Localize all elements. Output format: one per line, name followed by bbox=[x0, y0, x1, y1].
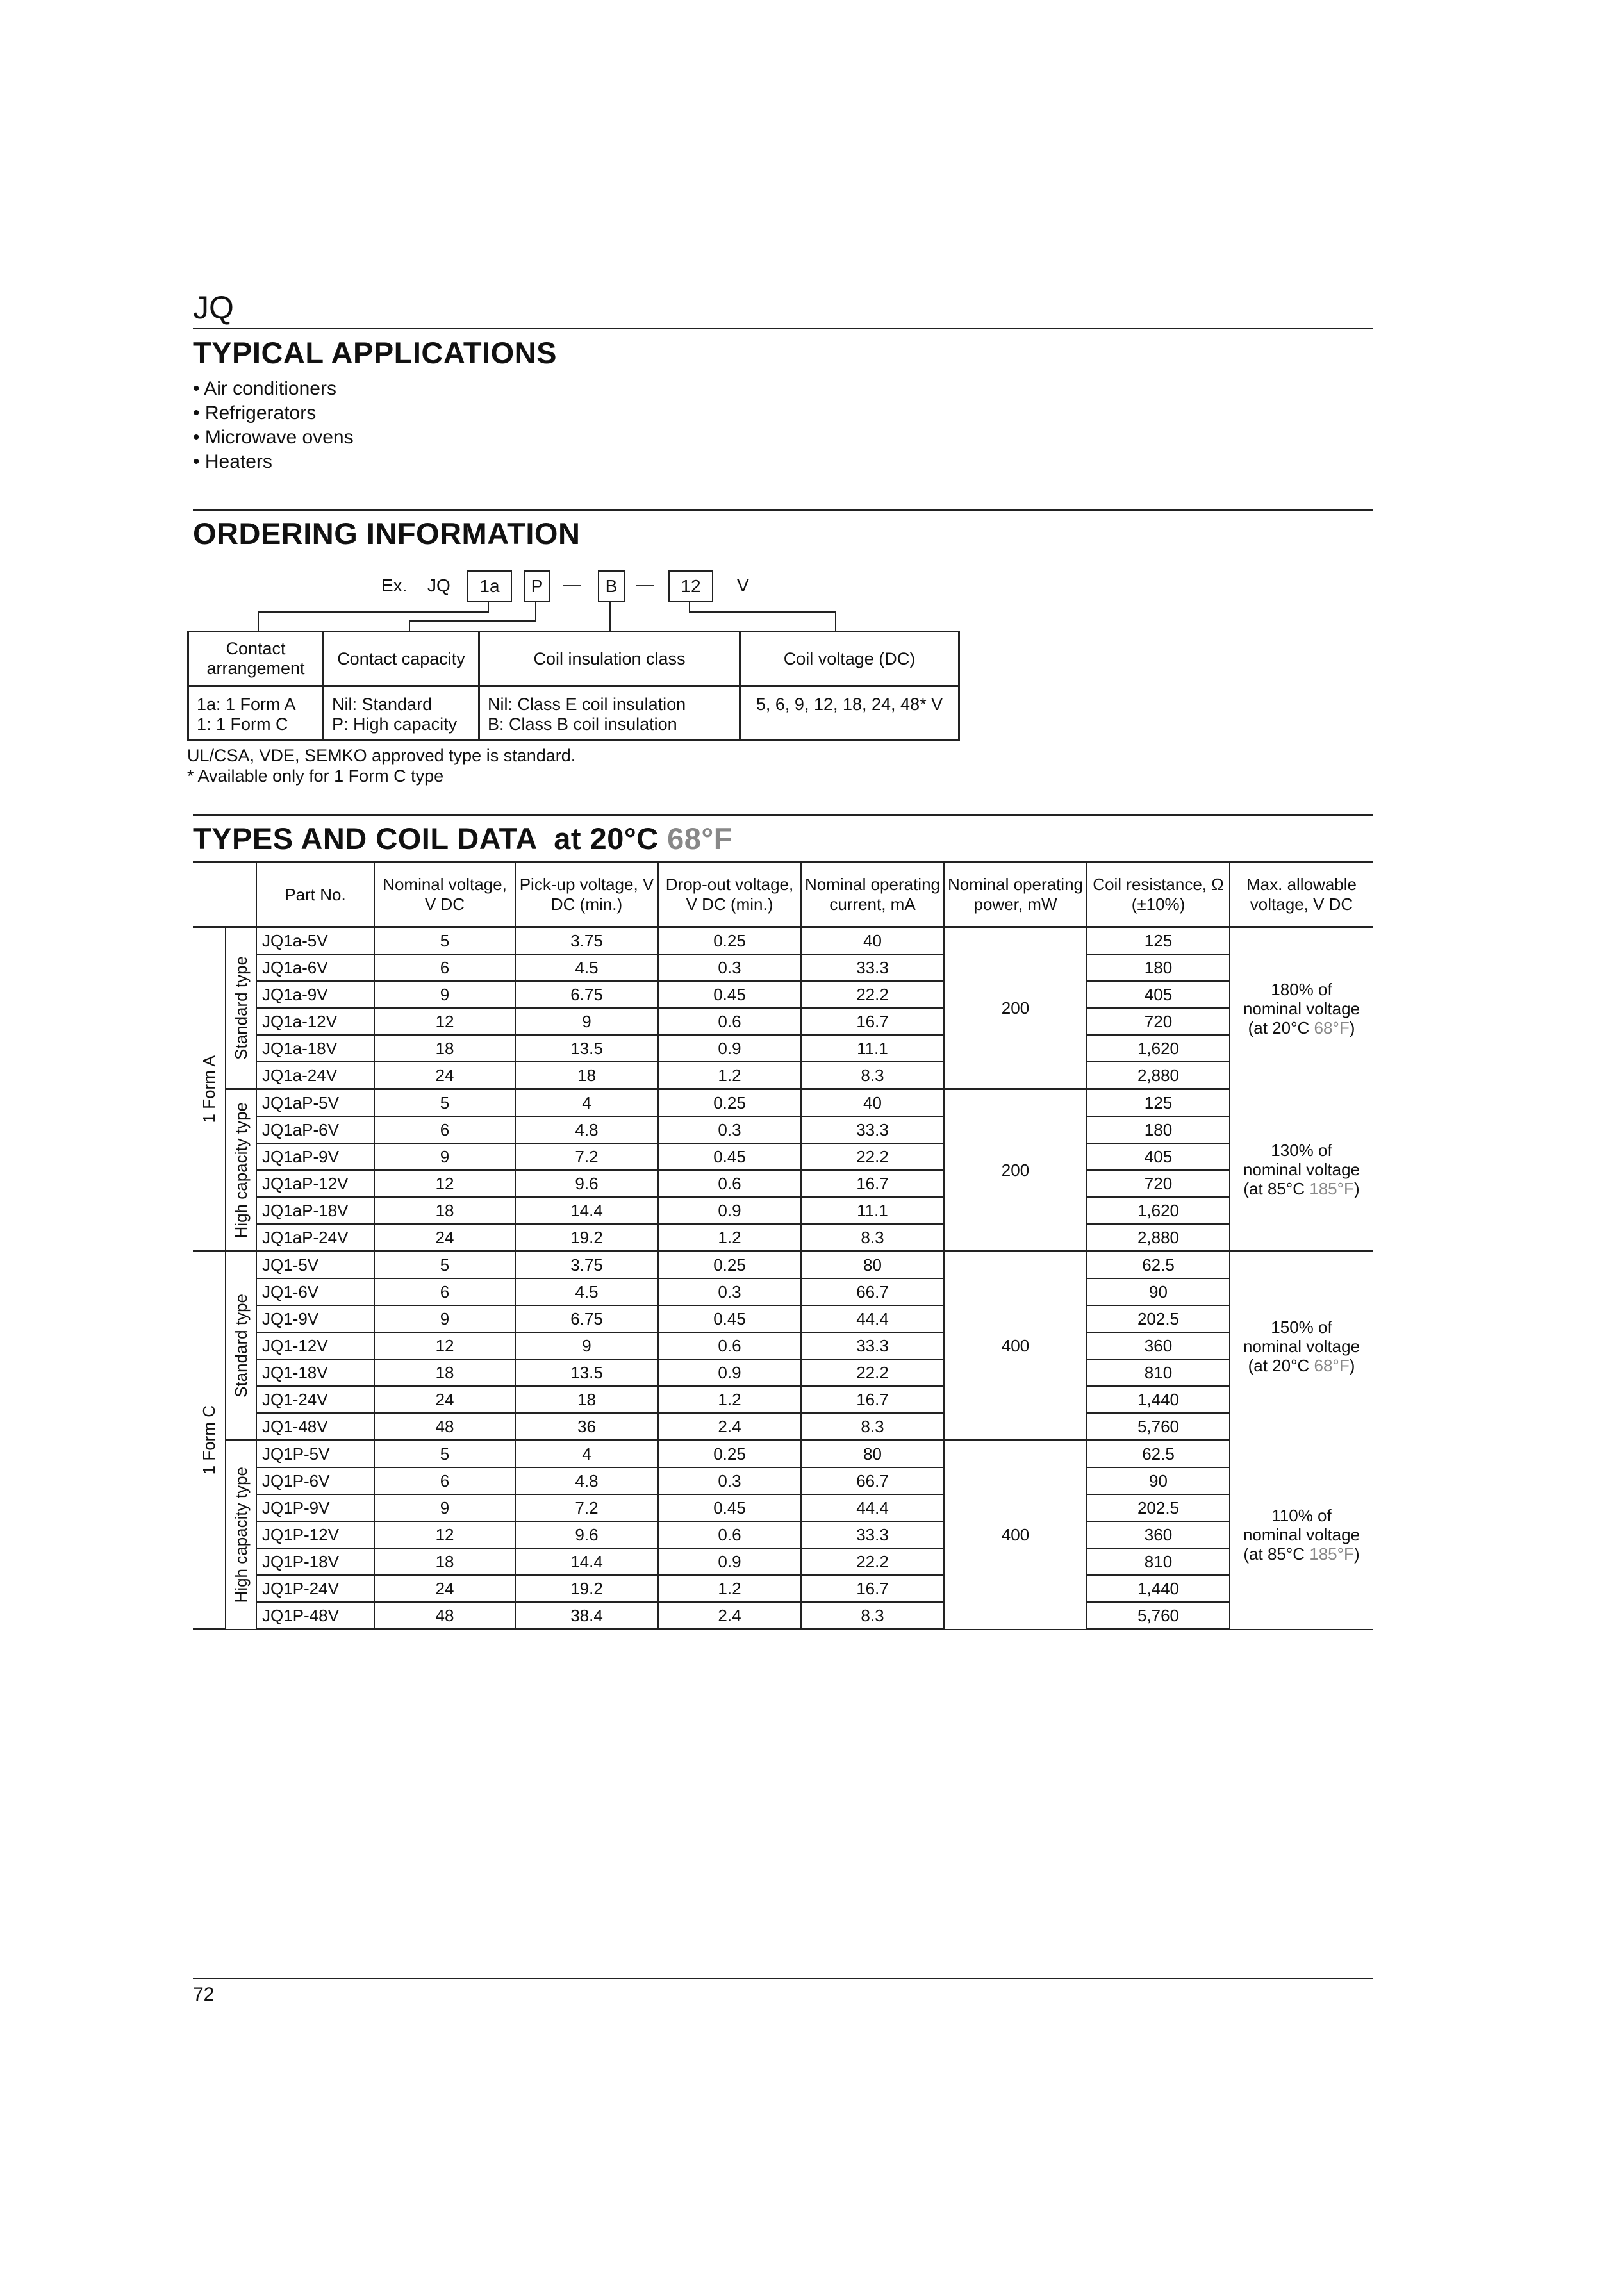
condition-part: (at 20°C bbox=[1248, 1355, 1314, 1375]
max-voltage-condition bbox=[1230, 1018, 1373, 1037]
max-allowable-voltage bbox=[1230, 1089, 1373, 1251]
operating-current: 44.4 bbox=[801, 1305, 944, 1332]
typical-applications-heading: TYPICAL APPLICATIONS bbox=[193, 336, 557, 370]
dropout-voltage: 0.45 bbox=[658, 1494, 801, 1521]
form-label-text: 1 Form A bbox=[199, 1055, 219, 1123]
operating-current: 33.3 bbox=[801, 1521, 944, 1548]
column-header: Pick-up voltage, V DC (min.) bbox=[515, 863, 658, 927]
part-number: JQ1P-12V bbox=[256, 1521, 374, 1548]
nominal-voltage: 5 bbox=[374, 1251, 515, 1279]
nominal-voltage: 12 bbox=[374, 1170, 515, 1197]
operating-current: 22.2 bbox=[801, 1548, 944, 1575]
table-row bbox=[193, 1089, 1373, 1117]
part-number: JQ1a-5V bbox=[256, 927, 374, 955]
pickup-voltage: 9.6 bbox=[515, 1170, 658, 1197]
nominal-voltage: 6 bbox=[374, 1467, 515, 1494]
application-item: • Heaters bbox=[193, 451, 272, 472]
table-row bbox=[193, 1278, 1373, 1305]
table-row bbox=[193, 1467, 1373, 1494]
column-header: Coil resistance, Ω (±10%) bbox=[1087, 863, 1230, 927]
dropout-voltage: 0.25 bbox=[658, 1089, 801, 1117]
example-suffix: V bbox=[737, 575, 749, 595]
pickup-voltage: 9 bbox=[515, 1332, 658, 1359]
connector-line bbox=[409, 620, 410, 631]
ordering-table bbox=[187, 631, 960, 741]
operating-power: 400 bbox=[944, 1251, 1087, 1441]
nominal-voltage: 9 bbox=[374, 981, 515, 1008]
dropout-voltage: 1.2 bbox=[658, 1062, 801, 1089]
coil-resistance: 360 bbox=[1087, 1521, 1230, 1548]
coil-resistance: 62.5 bbox=[1087, 1441, 1230, 1468]
table-row bbox=[193, 1332, 1373, 1359]
coil-resistance: 2,880 bbox=[1087, 1224, 1230, 1251]
type-label bbox=[226, 1251, 256, 1441]
nominal-voltage: 18 bbox=[374, 1359, 515, 1386]
dropout-voltage: 0.3 bbox=[658, 1467, 801, 1494]
nominal-voltage: 18 bbox=[374, 1035, 515, 1062]
connector-line bbox=[835, 611, 836, 631]
table-row bbox=[193, 1386, 1373, 1413]
part-number: JQ1a-18V bbox=[256, 1035, 374, 1062]
divider bbox=[193, 328, 1373, 329]
part-number: JQ1-48V bbox=[256, 1413, 374, 1441]
note: * Available only for 1 Form C type bbox=[187, 766, 444, 786]
nominal-voltage: 12 bbox=[374, 1332, 515, 1359]
operating-power: 200 bbox=[944, 1089, 1087, 1251]
dropout-voltage: 0.3 bbox=[658, 1116, 801, 1143]
application-item: • Refrigerators bbox=[193, 402, 317, 424]
part-number: JQ1a-9V bbox=[256, 981, 374, 1008]
header-blank bbox=[193, 863, 256, 927]
coil-resistance: 1,620 bbox=[1087, 1035, 1230, 1062]
condition-part: ) bbox=[1349, 1018, 1355, 1037]
type-label-text: High capacity type bbox=[231, 1102, 251, 1239]
pickup-voltage: 4.8 bbox=[515, 1467, 658, 1494]
pickup-voltage: 7.2 bbox=[515, 1143, 658, 1170]
page-number: 72 bbox=[193, 1984, 215, 2005]
header-coil-voltage: Coil voltage (DC) bbox=[740, 632, 959, 686]
option: 1: 1 Form C bbox=[197, 714, 288, 734]
pickup-voltage: 4.5 bbox=[515, 954, 658, 981]
part-number: JQ1aP-6V bbox=[256, 1116, 374, 1143]
connector-line bbox=[535, 601, 536, 622]
max-voltage-line: 110% of bbox=[1271, 1505, 1332, 1525]
condition-part: ) bbox=[1353, 1179, 1360, 1199]
condition-part: 185°F bbox=[1309, 1544, 1354, 1564]
max-voltage-line: nominal voltage bbox=[1243, 1336, 1360, 1356]
table-row bbox=[193, 1359, 1373, 1386]
pickup-voltage: 6.75 bbox=[515, 981, 658, 1008]
option: 5, 6, 9, 12, 18, 24, 48* V bbox=[756, 695, 943, 714]
coil-resistance: 360 bbox=[1087, 1332, 1230, 1359]
max-voltage-line: 180% of bbox=[1271, 979, 1332, 999]
part-number: JQ1P-5V bbox=[256, 1441, 374, 1468]
max-voltage-line: 130% of bbox=[1271, 1141, 1332, 1160]
operating-current: 22.2 bbox=[801, 981, 944, 1008]
max-allowable-voltage bbox=[1230, 927, 1373, 1089]
connector-line bbox=[258, 611, 259, 631]
divider bbox=[193, 814, 1373, 816]
coil-resistance: 202.5 bbox=[1087, 1305, 1230, 1332]
operating-current: 80 bbox=[801, 1251, 944, 1279]
pickup-voltage: 6.75 bbox=[515, 1305, 658, 1332]
max-voltage-condition bbox=[1230, 1179, 1373, 1198]
condition-part: (at 85°C bbox=[1243, 1179, 1310, 1199]
coil-resistance: 180 bbox=[1087, 1116, 1230, 1143]
table-row bbox=[193, 1494, 1373, 1521]
option: 1a: 1 Form A bbox=[197, 695, 296, 714]
dropout-voltage: 0.6 bbox=[658, 1170, 801, 1197]
max-voltage-line: 150% of bbox=[1271, 1317, 1332, 1337]
pickup-voltage: 4 bbox=[515, 1089, 658, 1117]
application-item: • Microwave ovens bbox=[193, 427, 354, 448]
operating-current: 11.1 bbox=[801, 1197, 944, 1224]
part-number: JQ1-18V bbox=[256, 1359, 374, 1386]
column-header: Nominal operating power, mW bbox=[944, 863, 1087, 927]
table-row bbox=[193, 1413, 1373, 1441]
nominal-voltage: 6 bbox=[374, 954, 515, 981]
nominal-voltage: 9 bbox=[374, 1143, 515, 1170]
part-number: JQ1-6V bbox=[256, 1278, 374, 1305]
operating-current: 22.2 bbox=[801, 1143, 944, 1170]
dropout-voltage: 0.3 bbox=[658, 954, 801, 981]
coil-resistance: 90 bbox=[1087, 1278, 1230, 1305]
dropout-voltage: 0.9 bbox=[658, 1548, 801, 1575]
application-item: • Air conditioners bbox=[193, 378, 336, 399]
nominal-voltage: 12 bbox=[374, 1008, 515, 1035]
condition-part: ) bbox=[1349, 1355, 1355, 1375]
type-label-text: Standard type bbox=[231, 1294, 251, 1398]
nominal-voltage: 18 bbox=[374, 1197, 515, 1224]
table-row bbox=[193, 927, 1373, 955]
coil-resistance: 180 bbox=[1087, 954, 1230, 981]
dropout-voltage: 2.4 bbox=[658, 1413, 801, 1441]
table-row bbox=[193, 1521, 1373, 1548]
coil-resistance: 720 bbox=[1087, 1170, 1230, 1197]
pickup-voltage: 9 bbox=[515, 1008, 658, 1035]
pickup-voltage: 4.5 bbox=[515, 1278, 658, 1305]
dropout-voltage: 1.2 bbox=[658, 1386, 801, 1413]
pickup-voltage: 13.5 bbox=[515, 1035, 658, 1062]
operating-current: 40 bbox=[801, 927, 944, 955]
coil-insulation-options bbox=[479, 686, 740, 741]
part-number: JQ1-24V bbox=[256, 1386, 374, 1413]
max-voltage-condition bbox=[1230, 1544, 1373, 1564]
coil-resistance: 810 bbox=[1087, 1359, 1230, 1386]
operating-current: 11.1 bbox=[801, 1035, 944, 1062]
table-row bbox=[193, 1008, 1373, 1035]
pickup-voltage: 3.75 bbox=[515, 1251, 658, 1279]
dropout-voltage: 1.2 bbox=[658, 1224, 801, 1251]
example-contact-arrangement: 1a bbox=[467, 570, 512, 602]
example-coil-insulation: B bbox=[598, 570, 625, 602]
nominal-voltage: 24 bbox=[374, 1062, 515, 1089]
pickup-voltage: 18 bbox=[515, 1062, 658, 1089]
series-title: JQ bbox=[193, 290, 234, 326]
max-voltage-condition bbox=[1230, 1356, 1373, 1375]
column-header: Max. allowable voltage, V DC bbox=[1230, 863, 1373, 927]
nominal-voltage: 9 bbox=[374, 1305, 515, 1332]
coil-resistance: 5,760 bbox=[1087, 1413, 1230, 1441]
heading-fahrenheit: 68°F bbox=[667, 822, 732, 855]
pickup-voltage: 9.6 bbox=[515, 1521, 658, 1548]
operating-current: 80 bbox=[801, 1441, 944, 1468]
type-label-text: Standard type bbox=[231, 956, 251, 1060]
pickup-voltage: 18 bbox=[515, 1386, 658, 1413]
coil-data-heading bbox=[193, 822, 732, 856]
max-voltage-line: nominal voltage bbox=[1243, 1524, 1360, 1544]
example-contact-capacity: P bbox=[524, 570, 550, 602]
option: P: High capacity bbox=[332, 714, 458, 734]
coil-resistance: 5,760 bbox=[1087, 1602, 1230, 1630]
part-number: JQ1a-6V bbox=[256, 954, 374, 981]
pickup-voltage: 14.4 bbox=[515, 1548, 658, 1575]
operating-power: 400 bbox=[944, 1441, 1087, 1630]
part-number: JQ1aP-5V bbox=[256, 1089, 374, 1117]
divider bbox=[193, 509, 1373, 511]
nominal-voltage: 48 bbox=[374, 1602, 515, 1630]
dropout-voltage: 0.3 bbox=[658, 1278, 801, 1305]
coil-resistance: 2,880 bbox=[1087, 1062, 1230, 1089]
dropout-voltage: 0.6 bbox=[658, 1521, 801, 1548]
condition-part: (at 85°C bbox=[1243, 1544, 1310, 1564]
operating-current: 16.7 bbox=[801, 1575, 944, 1602]
operating-current: 16.7 bbox=[801, 1386, 944, 1413]
operating-current: 44.4 bbox=[801, 1494, 944, 1521]
dropout-voltage: 0.6 bbox=[658, 1008, 801, 1035]
operating-current: 8.3 bbox=[801, 1062, 944, 1089]
part-number: JQ1aP-24V bbox=[256, 1224, 374, 1251]
nominal-voltage: 24 bbox=[374, 1224, 515, 1251]
table-row bbox=[193, 1170, 1373, 1197]
ordering-information-heading: ORDERING INFORMATION bbox=[193, 516, 581, 550]
coil-resistance: 1,440 bbox=[1087, 1386, 1230, 1413]
table-row bbox=[193, 1035, 1373, 1062]
operating-current: 66.7 bbox=[801, 1278, 944, 1305]
part-number: JQ1-5V bbox=[256, 1251, 374, 1279]
dropout-voltage: 2.4 bbox=[658, 1602, 801, 1630]
connector-line bbox=[258, 611, 489, 613]
table-row bbox=[193, 1251, 1373, 1279]
pickup-voltage: 19.2 bbox=[515, 1575, 658, 1602]
nominal-voltage: 18 bbox=[374, 1548, 515, 1575]
operating-current: 22.2 bbox=[801, 1359, 944, 1386]
nominal-voltage: 12 bbox=[374, 1521, 515, 1548]
coil-resistance: 125 bbox=[1087, 1089, 1230, 1117]
contact-arrangement-options bbox=[188, 686, 324, 741]
form-label-text: 1 Form C bbox=[199, 1405, 219, 1475]
coil-resistance: 720 bbox=[1087, 1008, 1230, 1035]
nominal-voltage: 24 bbox=[374, 1575, 515, 1602]
connector-line bbox=[689, 611, 836, 613]
column-header: Nominal voltage, V DC bbox=[374, 863, 515, 927]
column-header: Drop-out voltage, V DC (min.) bbox=[658, 863, 801, 927]
nominal-voltage: 5 bbox=[374, 1441, 515, 1468]
part-number: JQ1P-6V bbox=[256, 1467, 374, 1494]
dropout-voltage: 0.25 bbox=[658, 1251, 801, 1279]
column-header: Part No. bbox=[256, 863, 374, 927]
nominal-voltage: 9 bbox=[374, 1494, 515, 1521]
coil-resistance: 125 bbox=[1087, 927, 1230, 955]
nominal-voltage: 24 bbox=[374, 1386, 515, 1413]
part-number: JQ1aP-9V bbox=[256, 1143, 374, 1170]
pickup-voltage: 4 bbox=[515, 1441, 658, 1468]
table-row bbox=[193, 1143, 1373, 1170]
nominal-voltage: 6 bbox=[374, 1278, 515, 1305]
coil-resistance: 405 bbox=[1087, 1143, 1230, 1170]
coil-resistance: 202.5 bbox=[1087, 1494, 1230, 1521]
condition-part: (at 20°C bbox=[1248, 1018, 1314, 1037]
type-label-text: High capacity type bbox=[231, 1467, 251, 1603]
dropout-voltage: 1.2 bbox=[658, 1575, 801, 1602]
table-row bbox=[193, 981, 1373, 1008]
part-number: JQ1aP-12V bbox=[256, 1170, 374, 1197]
type-label bbox=[226, 1089, 256, 1251]
heading-text: TYPES AND COIL DATA at 20°C bbox=[193, 822, 659, 855]
part-number: JQ1-12V bbox=[256, 1332, 374, 1359]
header-contact-arrangement: Contact arrangement bbox=[188, 632, 324, 686]
pickup-voltage: 38.4 bbox=[515, 1602, 658, 1630]
table-row bbox=[193, 1548, 1373, 1575]
max-allowable-voltage bbox=[1230, 1441, 1373, 1630]
divider bbox=[193, 1978, 1373, 1979]
ordering-section bbox=[187, 631, 960, 786]
condition-part: 185°F bbox=[1309, 1179, 1354, 1199]
operating-current: 40 bbox=[801, 1089, 944, 1117]
example-dash: — bbox=[636, 574, 654, 594]
operating-current: 66.7 bbox=[801, 1467, 944, 1494]
example-dash: — bbox=[563, 574, 581, 594]
operating-current: 33.3 bbox=[801, 954, 944, 981]
table-row bbox=[193, 954, 1373, 981]
form-label bbox=[193, 927, 226, 1251]
column-header: Nominal operating current, mA bbox=[801, 863, 944, 927]
dropout-voltage: 0.9 bbox=[658, 1197, 801, 1224]
pickup-voltage: 4.8 bbox=[515, 1116, 658, 1143]
condition-part: ) bbox=[1353, 1544, 1360, 1564]
part-number: JQ1aP-18V bbox=[256, 1197, 374, 1224]
option: Nil: Class E coil insulation bbox=[488, 695, 686, 714]
dropout-voltage: 0.25 bbox=[658, 1441, 801, 1468]
part-number: JQ1P-48V bbox=[256, 1602, 374, 1630]
coil-resistance: 810 bbox=[1087, 1548, 1230, 1575]
coil-resistance: 1,440 bbox=[1087, 1575, 1230, 1602]
dropout-voltage: 0.9 bbox=[658, 1359, 801, 1386]
pickup-voltage: 19.2 bbox=[515, 1224, 658, 1251]
dropout-voltage: 0.9 bbox=[658, 1035, 801, 1062]
dropout-voltage: 0.45 bbox=[658, 1143, 801, 1170]
table-row bbox=[193, 1602, 1373, 1630]
pickup-voltage: 7.2 bbox=[515, 1494, 658, 1521]
operating-power: 200 bbox=[944, 927, 1087, 1089]
option: B: Class B coil insulation bbox=[488, 714, 677, 734]
dropout-voltage: 0.6 bbox=[658, 1332, 801, 1359]
coil-resistance: 1,620 bbox=[1087, 1197, 1230, 1224]
table-row bbox=[193, 1197, 1373, 1224]
operating-current: 8.3 bbox=[801, 1224, 944, 1251]
option: Nil: Standard bbox=[332, 695, 433, 714]
table-row bbox=[193, 1575, 1373, 1602]
table-row bbox=[193, 1305, 1373, 1332]
pickup-voltage: 13.5 bbox=[515, 1359, 658, 1386]
note: UL/CSA, VDE, SEMKO approved type is standard. bbox=[187, 746, 576, 765]
type-label bbox=[226, 1441, 256, 1630]
operating-current: 16.7 bbox=[801, 1170, 944, 1197]
table-row bbox=[193, 1116, 1373, 1143]
connector-line bbox=[409, 620, 536, 622]
coil-voltage-options bbox=[740, 686, 959, 741]
part-number: JQ1a-12V bbox=[256, 1008, 374, 1035]
operating-current: 33.3 bbox=[801, 1332, 944, 1359]
part-number: JQ1-9V bbox=[256, 1305, 374, 1332]
table-row bbox=[193, 1062, 1373, 1089]
nominal-voltage: 5 bbox=[374, 927, 515, 955]
max-allowable-voltage bbox=[1230, 1251, 1373, 1441]
table-row bbox=[193, 1441, 1373, 1468]
pickup-voltage: 14.4 bbox=[515, 1197, 658, 1224]
example-series: JQ bbox=[427, 575, 450, 595]
dropout-voltage: 0.25 bbox=[658, 927, 801, 955]
part-number: JQ1a-24V bbox=[256, 1062, 374, 1089]
header-contact-capacity: Contact capacity bbox=[324, 632, 479, 686]
part-number: JQ1P-24V bbox=[256, 1575, 374, 1602]
max-voltage-line: nominal voltage bbox=[1243, 1160, 1360, 1180]
nominal-voltage: 48 bbox=[374, 1413, 515, 1441]
nominal-voltage: 6 bbox=[374, 1116, 515, 1143]
operating-current: 16.7 bbox=[801, 1008, 944, 1035]
coil-resistance: 90 bbox=[1087, 1467, 1230, 1494]
coil-resistance: 405 bbox=[1087, 981, 1230, 1008]
condition-part: 68°F bbox=[1314, 1355, 1350, 1375]
type-label bbox=[226, 927, 256, 1089]
header-coil-insulation: Coil insulation class bbox=[479, 632, 740, 686]
connector-line bbox=[609, 601, 611, 631]
coil-data-table bbox=[193, 861, 1373, 1630]
dropout-voltage: 0.45 bbox=[658, 981, 801, 1008]
pickup-voltage: 3.75 bbox=[515, 927, 658, 955]
condition-part: 68°F bbox=[1314, 1018, 1350, 1037]
pickup-voltage: 36 bbox=[515, 1413, 658, 1441]
nominal-voltage: 5 bbox=[374, 1089, 515, 1117]
table-row bbox=[193, 1224, 1373, 1251]
part-number: JQ1P-18V bbox=[256, 1548, 374, 1575]
form-label bbox=[193, 1251, 226, 1630]
part-number: JQ1P-9V bbox=[256, 1494, 374, 1521]
max-voltage-line: nominal voltage bbox=[1243, 998, 1360, 1018]
contact-capacity-options bbox=[324, 686, 479, 741]
operating-current: 8.3 bbox=[801, 1413, 944, 1441]
dropout-voltage: 0.45 bbox=[658, 1305, 801, 1332]
example-coil-voltage: 12 bbox=[668, 570, 713, 602]
coil-resistance: 62.5 bbox=[1087, 1251, 1230, 1279]
operating-current: 8.3 bbox=[801, 1602, 944, 1630]
example-prefix: Ex. bbox=[381, 575, 408, 595]
header-row bbox=[193, 863, 1373, 927]
operating-current: 33.3 bbox=[801, 1116, 944, 1143]
